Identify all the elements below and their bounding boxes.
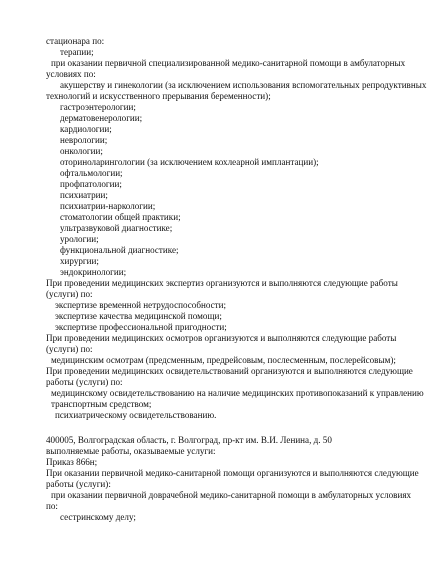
text-line: При оказании первичной медико-санитарной помощи организуются и выполняются следующие bbox=[46, 468, 419, 478]
text-line: офтальмологии; bbox=[60, 168, 123, 178]
text-line: акушерству и гинекологии (за исключением использования вспомогательных репродуктивных bbox=[60, 80, 427, 90]
text-line: медицинскому освидетельствованию на наличие медицинских противопоказаний к управлению bbox=[51, 388, 424, 398]
text-line: При проведении медицинских осмотров организуются и выполняются следующие работы bbox=[46, 333, 397, 343]
text-line: технологий и искусственного прерывания беременности); bbox=[46, 91, 271, 101]
text-line: по: bbox=[46, 501, 58, 511]
text-line: стоматологии общей практики; bbox=[60, 212, 181, 222]
text-line: медицинским осмотрам (предсменным, предрейсовым, послесменным, послерейсовым); bbox=[51, 355, 396, 365]
text-line: Приказ 866н; bbox=[46, 457, 98, 467]
text-line: функциональной диагностике; bbox=[60, 245, 179, 255]
text-line: При проведении медицинских освидетельствований организуются и выполняются следующие bbox=[46, 366, 413, 376]
text-line: эндокринологии; bbox=[60, 267, 127, 277]
text-line: гастроэнтерологии; bbox=[60, 102, 136, 112]
address-line: 400005, Волгоградская область, г. Волгоград, пр-кт им. В.И. Ленина, д. 50 bbox=[46, 435, 332, 445]
text-line: при оказании первичной специализированной медико-санитарной помощи в амбулаторных bbox=[51, 58, 406, 68]
text-line: транспортным средством; bbox=[51, 399, 152, 409]
text-line: профпатологии; bbox=[60, 179, 122, 189]
text-line: неврологии; bbox=[60, 135, 108, 145]
text-line: работы (услуги): bbox=[46, 479, 111, 489]
text-line: оториноларингологии (за исключением кохлеарной имплантации); bbox=[60, 157, 319, 167]
text-line: психиатрическому освидетельствованию. bbox=[55, 410, 217, 420]
text-line: кардиологии; bbox=[60, 124, 112, 134]
text-line: ультразвуковой диагностике; bbox=[60, 223, 173, 233]
text-line: (услуги) по: bbox=[46, 344, 93, 354]
text-line: при оказании первичной доврачебной медико-санитарной помощи в амбулаторных условиях bbox=[51, 490, 412, 500]
text-line: экспертизе временной нетрудоспособности; bbox=[55, 300, 227, 310]
text-line: дерматовенерологии; bbox=[60, 113, 143, 123]
text-line: хирургии; bbox=[60, 256, 99, 266]
text-line: работы (услуги) по: bbox=[46, 377, 123, 387]
text-line: выполняемые работы, оказываемые услуги: bbox=[46, 446, 216, 456]
text-line: психиатрии-наркологии; bbox=[60, 201, 156, 211]
text-line: экспертизе качества медицинской помощи; bbox=[55, 311, 222, 321]
text-line: условиях по: bbox=[46, 69, 96, 79]
text-line: экспертизе профессиональной пригодности; bbox=[55, 322, 227, 332]
text-line: урологии; bbox=[60, 234, 99, 244]
text-line: психиатрии; bbox=[60, 190, 108, 200]
text-line: терапии; bbox=[60, 47, 94, 57]
text-line: сестринскому делу; bbox=[60, 512, 136, 522]
text-line: (услуги) по: bbox=[46, 289, 93, 299]
text-line: При проведении медицинских экспертиз организуются и выполняются следующие работы bbox=[46, 278, 398, 288]
text-line: онкологии; bbox=[60, 146, 103, 156]
text-line: стационара по: bbox=[46, 36, 105, 46]
